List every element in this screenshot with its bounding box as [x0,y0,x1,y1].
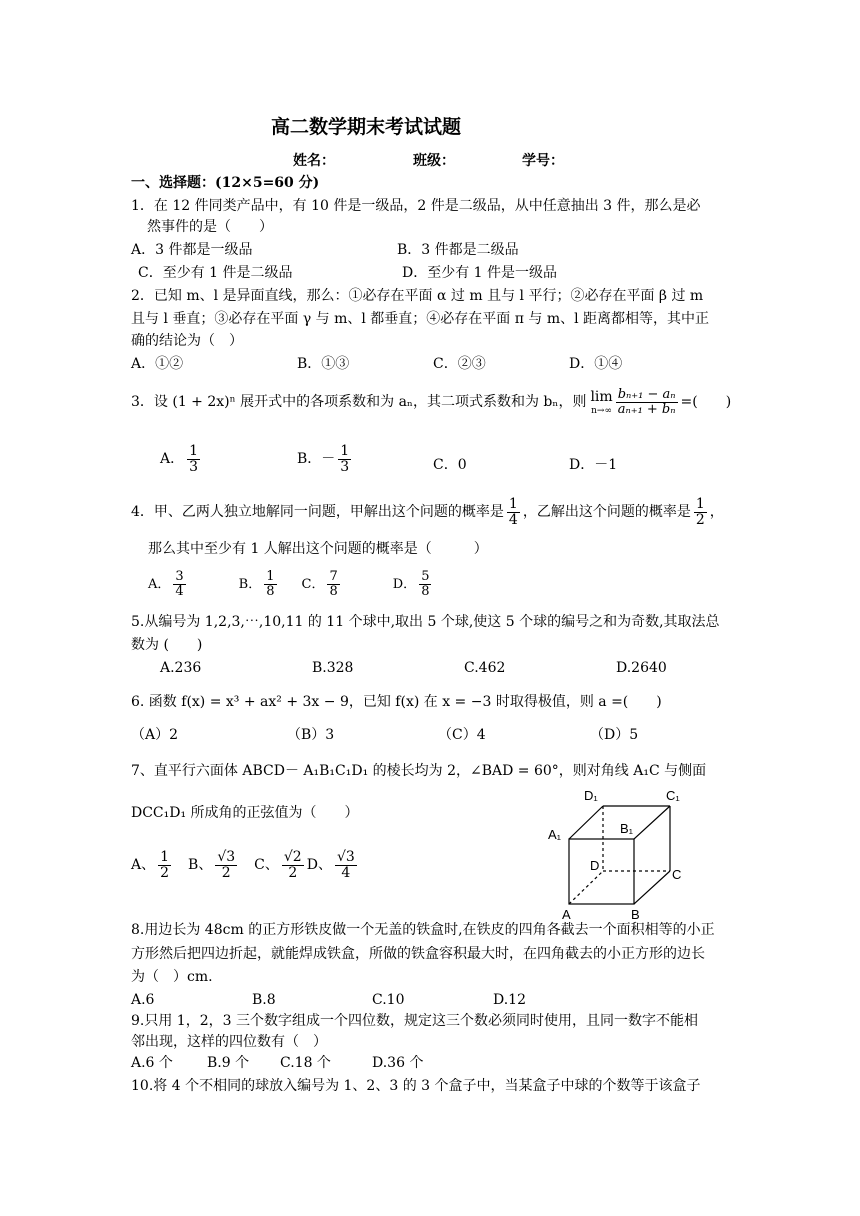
parallelepiped-figure [540,782,700,924]
q4-c-num: 7 [329,569,338,584]
q9-option-a: A.6 个 [131,1055,173,1071]
q4-p2-den: 2 [695,512,705,529]
q8-option-b: B.8 [252,992,276,1008]
q3-option-c: C．0 [433,457,467,473]
label-c1: C₁ [666,788,680,803]
q3-denominator: aₙ₊₁ + bₙ [617,402,676,418]
label-a: A [562,907,571,922]
q8-line1: 8.用边长为 48cm 的正方形铁皮做一个无盖的铁盒时,在铁皮的四角各截去一个面积相等的小正 [131,922,715,938]
q7-a-num: 1 [160,849,170,865]
q3-a-num: 1 [189,443,199,459]
q3-text: 3．设 (1 + 2x)ⁿ 展开式中的各项系数和为 aₙ，其二项式系数和为 bₙ，则 [131,394,587,411]
q10-line1: 10.将 4 个不相同的球放入编号为 1、2、3 的 3 个盒子中，当某盒子中球的个数等于该盒子 [131,1078,701,1094]
q5-line1: 5.从编号为 1,2,3,⋯,10,11 的 11 个球中,取出 5 个球,使这 5 个球的编号之和为奇数,其取法总 [131,614,720,630]
section-heading: 一、选择题：(12×5=60 分) [131,175,320,191]
q3-lim-sub: n→∞ [591,405,612,416]
q4-b-den: 8 [266,584,275,600]
q4-p1-num: 1 [508,496,518,512]
q4-d-den: 8 [421,584,430,600]
q7-a-den: 2 [160,865,170,882]
label-d1: D₁ [584,788,598,803]
q4-p1-den: 4 [508,512,518,529]
name-label: 姓名： [293,153,335,169]
q3-line [131,388,731,418]
q9-line2: 邻出现，这样的四位数有（ ） [131,1034,327,1050]
q1-line2: 然事件的是（ ） [147,219,273,235]
label-c: C [672,867,682,882]
q4-line1 [131,497,724,529]
q3-option-b [297,444,354,476]
q7-line2: DCC₁D₁ 所成角的正弦值为（ ） [131,805,359,821]
q7-c-label: C、 [254,857,279,874]
q7-options [131,850,360,882]
page-title: 高二数学期末考试试题 [271,116,462,138]
q4-a-den: 4 [175,584,184,600]
q8-option-d: D.12 [493,992,526,1008]
q2-line1: 2．已知 m、l 是异面直线，那么：①必存在平面 α 过 m 且与 l 平行；②必存在平面 β 过 m [131,288,704,304]
edge-bc [634,871,670,904]
q2-option-b: B．①③ [297,356,350,372]
q3-a-label: A． [160,451,185,468]
q6-option-a: （A）2 [131,727,179,743]
q4-options [148,570,434,600]
label-b: B [631,907,640,922]
q2-option-c: C．②③ [433,356,486,372]
q9-line1: 9.只用 1，2，3 三个数字组成一个四位数，规定这三个数必须同时使用，且同一数字不能相 [131,1013,698,1029]
q5-option-a: A.236 [160,660,202,676]
q1-option-b: B．3 件都是二级品 [397,242,519,258]
student-id-label: 学号： [522,153,564,169]
q3-expression [616,388,678,418]
q5-option-d: D.2640 [616,660,667,676]
q9-option-d: D.36 个 [372,1055,424,1071]
q4-d-num: 5 [421,569,430,584]
q9-option-b: B.9 个 [207,1055,250,1071]
q1-option-a: A．3 件都是一级品 [131,242,253,258]
q3-post: =( ) [680,394,732,411]
q4-c-den: 8 [329,584,338,600]
q1-option-d: D．至少有 1 件是一级品 [402,265,558,281]
q7-b-den: 2 [221,865,231,882]
q2-line2: 且与 l 垂直；③必存在平面 γ 与 m、l 都垂直；④必存在平面 π 与 m、l 距离都相等，其中正 [131,311,710,327]
q9-option-c: C.18 个 [280,1055,331,1071]
q4-b-label: B． [238,577,262,592]
q3-a-den: 3 [189,459,199,476]
q4-d-label: D． [392,577,417,592]
q4-end: ， [709,504,724,521]
q5-line2: 数为 ( ) [131,637,203,653]
q6-option-d: （D）5 [590,727,639,743]
q8-line3: 为（ ）cm. [131,969,213,985]
q4-c-label: C． [301,577,325,592]
q7-b-label: B、 [188,857,213,874]
q6-option-c: （C）4 [438,727,486,743]
q7-d-label: D、 [306,857,332,874]
q5-option-c: C.462 [464,660,506,676]
q3-b-label: B．－ [297,451,336,468]
q8-option-c: C.10 [372,992,405,1008]
q7-b-num: √3 [217,849,236,865]
q8-line2: 方形然后把四边折起，就能焊成铁盒，所做的铁盒容积最大时，在四角截去的小正方形的边长 [131,946,705,962]
edge-a1d1 [569,806,603,839]
q2-option-a: A．①② [131,356,184,372]
q3-limit [590,389,612,417]
q4-a-num: 3 [175,569,184,584]
q2-line3: 确的结论为（ ） [131,333,243,349]
q7-c-den: 2 [288,865,298,882]
q3-lim: lim [590,389,613,405]
q6-option-b: （B）3 [287,727,335,743]
q8-option-a: A.6 [131,992,155,1008]
q7-d-num: √3 [336,849,355,865]
q5-option-b: B.328 [312,660,354,676]
q7-d-den: 4 [341,865,351,882]
q7-line1: 7、直平行六面体 ABCD－ A₁B₁C₁D₁ 的棱长均为 2，∠BAD = 60°，则对角线 A₁C 与侧面 [131,763,707,779]
edge-b1c1 [634,806,670,839]
q1-line1: 1．在 12 件同类产品中，有 10 件是一级品，2 件是二级品，从中任意抽出 3 件，那么是必 [131,198,701,214]
label-b1: B₁ [620,821,634,836]
q7-a-label: A、 [131,857,156,874]
q4-b-num: 1 [266,569,275,584]
q6-line: 6. 函数 f(x) = x³ + ax² + 3x − 9，已知 f(x) 在 x = −3 时取得极值，则 a =( ) [131,694,662,710]
label-a1: A₁ [548,827,562,842]
q7-c-num: √2 [283,849,302,865]
q3-b-num: 1 [340,443,350,459]
q3-b-den: 3 [340,459,350,476]
q1-option-c: C．至少有 1 件是二级品 [138,265,293,281]
q4-a-label: A． [148,577,171,592]
q4-text: 4．甲、乙两人独立地解同一问题，甲解出这个问题的概率是 [131,504,504,521]
edge-ad-hidden [569,871,603,904]
q3-numerator: bₙ₊₁ − aₙ [617,387,676,402]
q4-line2: 那么其中至少有 1 人解出这个问题的概率是（ ） [148,541,488,557]
class-label: 班级： [413,153,455,169]
q4-p2-num: 1 [695,496,705,512]
label-d: D [590,858,600,873]
q3-option-a [160,444,203,476]
q2-option-d: D．①④ [569,356,623,372]
q3-option-d: D．－1 [569,457,618,473]
q4-mid: ，乙解出这个问题的概率是 [522,504,691,521]
